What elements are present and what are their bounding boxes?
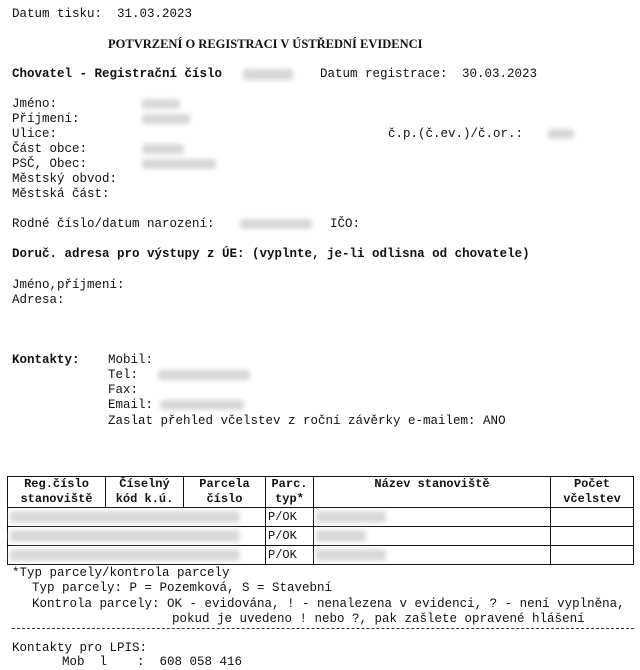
table-row (8, 508, 634, 527)
redacted-cells (8, 527, 266, 546)
parcel-type-cell: P/OK (266, 508, 314, 527)
ico-label: IČO: (330, 217, 361, 231)
town-part-label: Část obce: (12, 142, 88, 156)
parcel-type-cell: P/OK (266, 546, 314, 565)
divider (12, 628, 634, 629)
redacted-reg-number (243, 69, 293, 80)
birth-label: Rodné číslo/datum narození: (12, 217, 215, 231)
breeder-label: Chovatel - Registrační číslo (12, 67, 223, 81)
col-header-colony-count: Počet včelstev (551, 477, 634, 508)
summary-email-setting: Zaslat přehled včelstev z roční závěrky e-mailem: ANO (108, 414, 506, 428)
delivery-heading: Doruč. adresa pro výstupy z ÚE: (vyplnte, je-li odlisna od chovatele) (12, 247, 530, 261)
tel-label: Tel: (108, 368, 139, 382)
redacted-birth (240, 219, 312, 229)
note-parcel-check-cont: pokud je uvedeno ! nebo ?, pak zašlete opravené hlášení (172, 612, 585, 626)
col-header-reg-number: Reg.číslo stanoviště (8, 477, 106, 508)
colony-count-cell (551, 527, 634, 546)
city-part-label: Městská část: (12, 187, 110, 201)
redacted-town-part (142, 144, 184, 154)
colony-count-cell (551, 546, 634, 565)
col-header-parcel-type: Parc. typ* (266, 477, 314, 508)
print-date-label: Datum tisku: (12, 7, 103, 21)
reg-date: 30.03.2023 (462, 67, 538, 81)
table-row (8, 546, 634, 565)
zip-city-label: PSČ, Obec: (12, 157, 88, 171)
table-row (8, 527, 634, 546)
fax-label: Fax: (108, 383, 139, 397)
site-name-cell (314, 546, 551, 565)
page-title: POTVRZENÍ O REGISTRACI V ÚSTŘEDNÍ EVIDENCI (108, 37, 423, 51)
house-number-label: č.p.(č.ev.)/č.or.: (388, 127, 524, 141)
last-name-label: Příjmení: (12, 112, 80, 126)
note-heading: *Typ parcely/kontrola parcely (12, 566, 230, 580)
print-date: 31.03.2023 (117, 7, 193, 21)
site-name-cell (314, 527, 551, 546)
site-name-cell (314, 508, 551, 527)
col-header-cadastral-code: Číselný kód k.ú. (106, 477, 184, 508)
table-header-row (8, 477, 634, 508)
redacted-cells (8, 508, 266, 527)
mobile-label: Mobil: (108, 353, 154, 367)
delivery-name-label: Jméno,příjmení: (12, 278, 125, 292)
note-parcel-type: Typ parcely: P = Pozemková, S = Stavební (32, 581, 333, 595)
colony-count-cell (551, 508, 634, 527)
redacted-first-name (142, 99, 180, 109)
col-header-parcel-number: Parcela číslo (184, 477, 266, 508)
email-label: Email: (108, 398, 154, 412)
parcel-type-cell: P/OK (266, 527, 314, 546)
contacts-label: Kontakty: (12, 353, 80, 367)
redacted-tel (158, 370, 250, 380)
first-name-label: Jméno: (12, 97, 58, 111)
lpis-partial-line: Mob l : 608 058 416 (62, 655, 243, 669)
redacted-cells (8, 546, 266, 565)
parcel-table (7, 476, 634, 565)
redacted-email (160, 400, 244, 410)
district-label: Městský obvod: (12, 172, 118, 186)
redacted-last-name (142, 114, 190, 124)
delivery-address-label: Adresa: (12, 293, 65, 307)
street-label: Ulice: (12, 127, 58, 141)
note-parcel-check: Kontrola parcely: OK - evidována, ! - nenalezena v evidenci, ? - není vyplněna, (32, 597, 625, 611)
reg-date-label: Datum registrace: (320, 67, 448, 81)
lpis-contacts-label: Kontakty pro LPIS: (12, 641, 148, 655)
redacted-zip-city (142, 159, 216, 169)
redacted-house-number (548, 129, 574, 139)
col-header-site-name: Název stanoviště (314, 477, 551, 508)
